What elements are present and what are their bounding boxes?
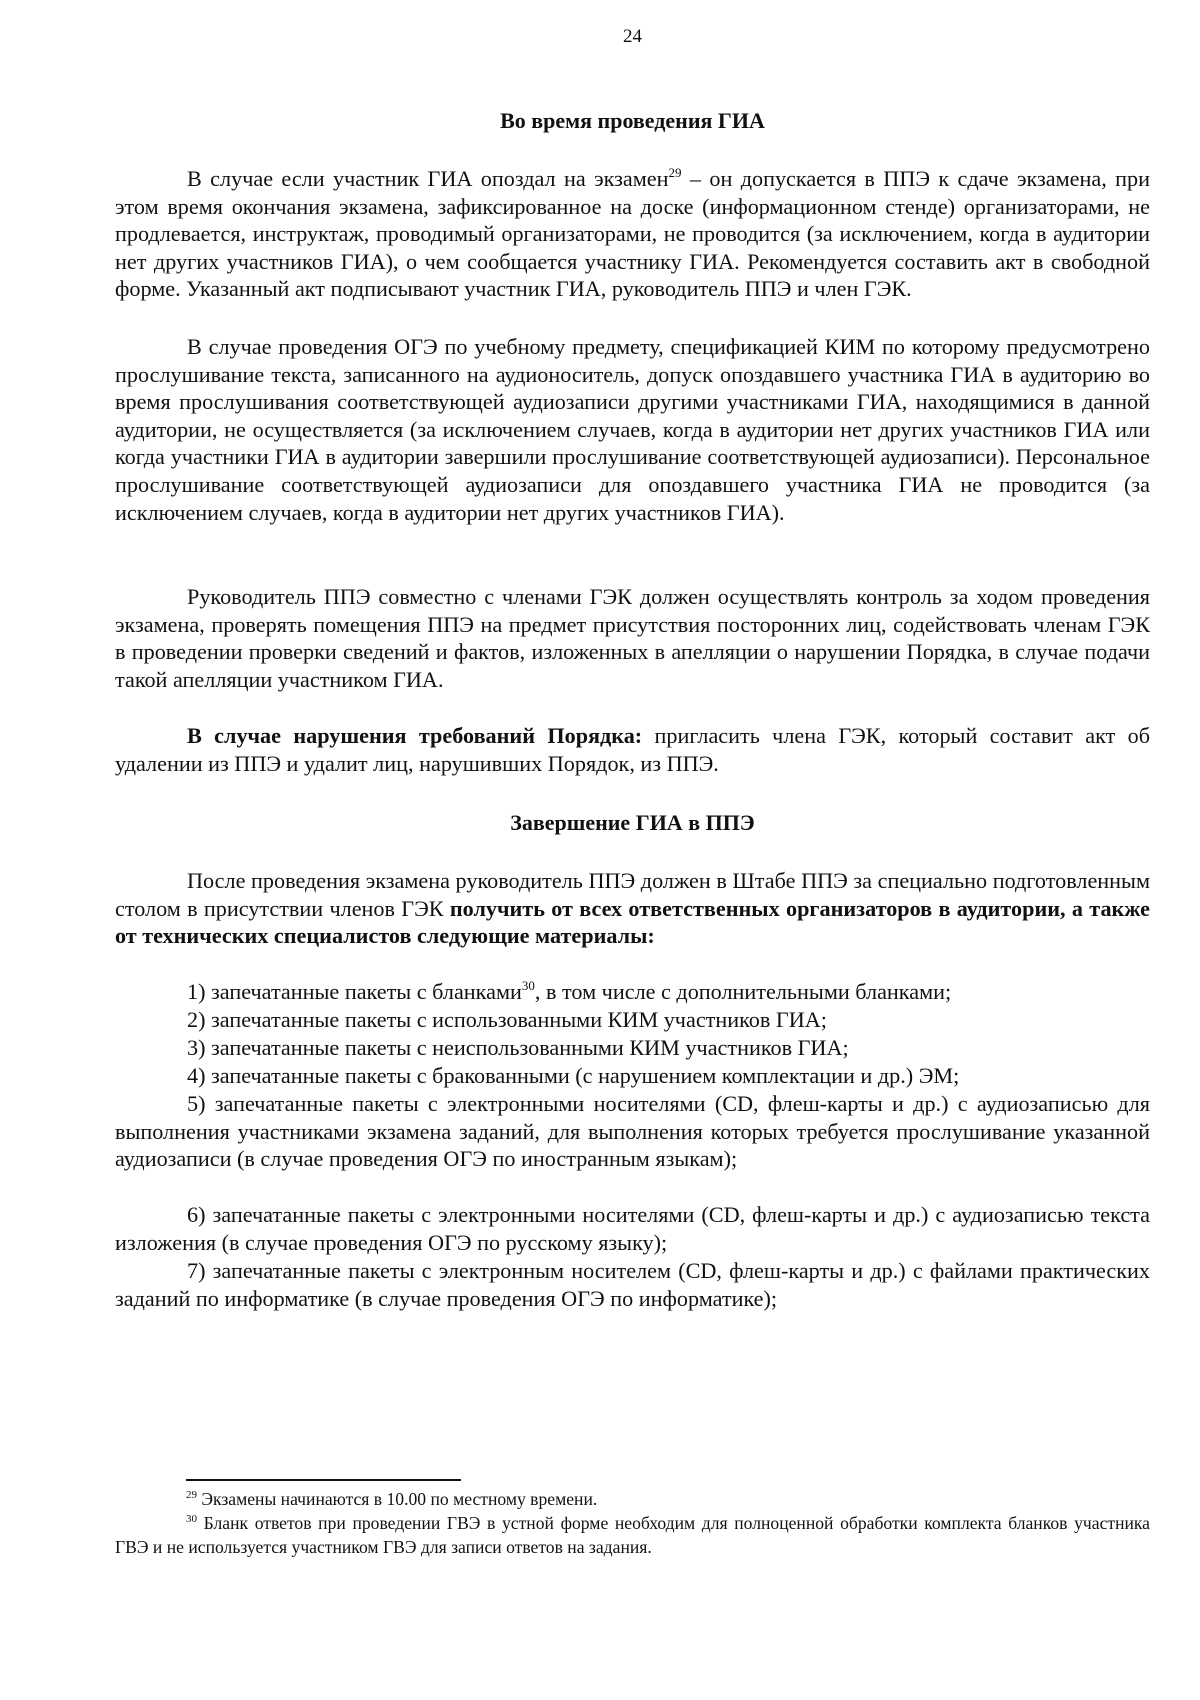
violation-bold-text: В случае нарушения требований Порядка:: [187, 723, 643, 748]
page-number: 24: [623, 26, 642, 47]
paragraph-late-participant: В случае если участник ГИА опоздал на экзамен$^{29}$ – он допускается в ППЭ к сдаче экзамена, при этом время окончания экзамена, зафиксированное на доске (информационном стенде) организаторами, не продлевается, инструктаж, проводимый организаторами, не проводится (за исключением, когда в аудитории нет других участников ГИА), о чем сообщается участнику ГИА. Рекомендуется составить акт в свободной форме. Указанный акт подписывают участник ГИА, руководитель ППЭ и член ГЭК.: [115, 165, 1151, 302]
list-item-3: 3) запечатанные пакеты с неиспользованными КИМ участников ГИА;: [187, 1035, 849, 1060]
footnote-30: $^{30}$ Бланк ответов при проведении ГВЭ в устной форме необходим для полноценной обработки комплекта бланков участника ГВЭ и не используется участником ГВЭ для записи ответов на задания.: [115, 1513, 1150, 1557]
footnote-divider: [186, 1479, 461, 1481]
list-item-6: 6) запечатанные пакеты с электронными носителями (CD, флеш-карты и др.) с аудиозаписью текста изложения (в случае проведения ОГЭ по русскому языку);: [115, 1202, 1150, 1255]
list-item-7: 7) запечатанные пакеты с электронным носителем (CD, флеш-карты и др.) с файлами практических заданий по информатике (в случае проведения ОГЭ по информатике);: [115, 1258, 1150, 1311]
list-item-5: 5) запечатанные пакеты с электронными носителями (CD, флеш-карты и др.) с аудиозаписью для выполнения участниками экзамена заданий, для выполнения которых требуется прослушивание указанной аудиозаписи (в случае проведения ОГЭ по иностранным языкам);: [115, 1091, 1150, 1172]
section-heading-during-exam: Во время проведения ГИА: [500, 108, 765, 133]
list-item-4: 4) запечатанные пакеты с бракованными (с нарушением комплектации и др.) ЭМ;: [187, 1063, 960, 1088]
section-heading-completion: Завершение ГИА в ППЭ: [510, 810, 755, 835]
footnote-29: $^{29}$ Экзамены начинаются в 10.00 по местному времени.: [186, 1489, 598, 1509]
paragraph-ppe-head-control: Руководитель ППЭ совместно с членами ГЭК должен осуществлять контроль за ходом проведения экзамена, проверять помещения ППЭ на предмет присутствия посторонних лиц, содействовать членам ГЭК в проведении проверки сведений и фактов, изложенных в апелляции о нарушении Порядка, в случае подачи такой апелляции участником ГИА.: [115, 584, 1150, 692]
materials-bold-text: получить от всех ответственных организаторов в аудитории, а также от технических специалистов следующие материалы:: [115, 895, 1150, 949]
list-item-2: 2) запечатанные пакеты с использованными КИМ участников ГИА;: [187, 1007, 827, 1032]
paragraph-violation: В случае нарушения требований Порядка: пригласить члена ГЭК, который составит акт об удалении из ППЭ и удалит лиц, нарушивших Порядок, из ППЭ.: [115, 723, 1150, 776]
paragraph-audio-listening: В случае проведения ОГЭ по учебному предмету, спецификацией КИМ по которому предусмотрено прослушивание текста, записанного на аудионоситель, допуск опоздавшего участника ГИА в аудиторию во время прослушивания соответствующей аудиозаписи другими участниками ГИА, находящимися в данной аудитории, не осуществляется (за исключением случаев, когда в аудитории нет других участников ГИА или когда участники ГИА в аудитории завершили прослушивание соответствующей аудиозаписи). Персональное прослушивание соответствующей аудиозаписи для опоздавшего участника ГИА не проводится (за исключением случаев, когда в аудитории нет других участников ГИА).: [115, 334, 1150, 525]
footnote-ref-29: 29: [668, 165, 682, 180]
footnote-ref-30: 30: [521, 978, 535, 993]
paragraph-materials-intro: После проведения экзамена руководитель ППЭ должен в Штабе ППЭ за специально подготовленным столом в присутствии членов ГЭК получить от всех ответственных организаторов в аудитории, а также от технических специалистов следующие материалы:: [115, 868, 1150, 949]
list-item-1: 1) запечатанные пакеты с бланками$^{30}$, в том числе с дополнительными бланками;: [187, 978, 952, 1004]
